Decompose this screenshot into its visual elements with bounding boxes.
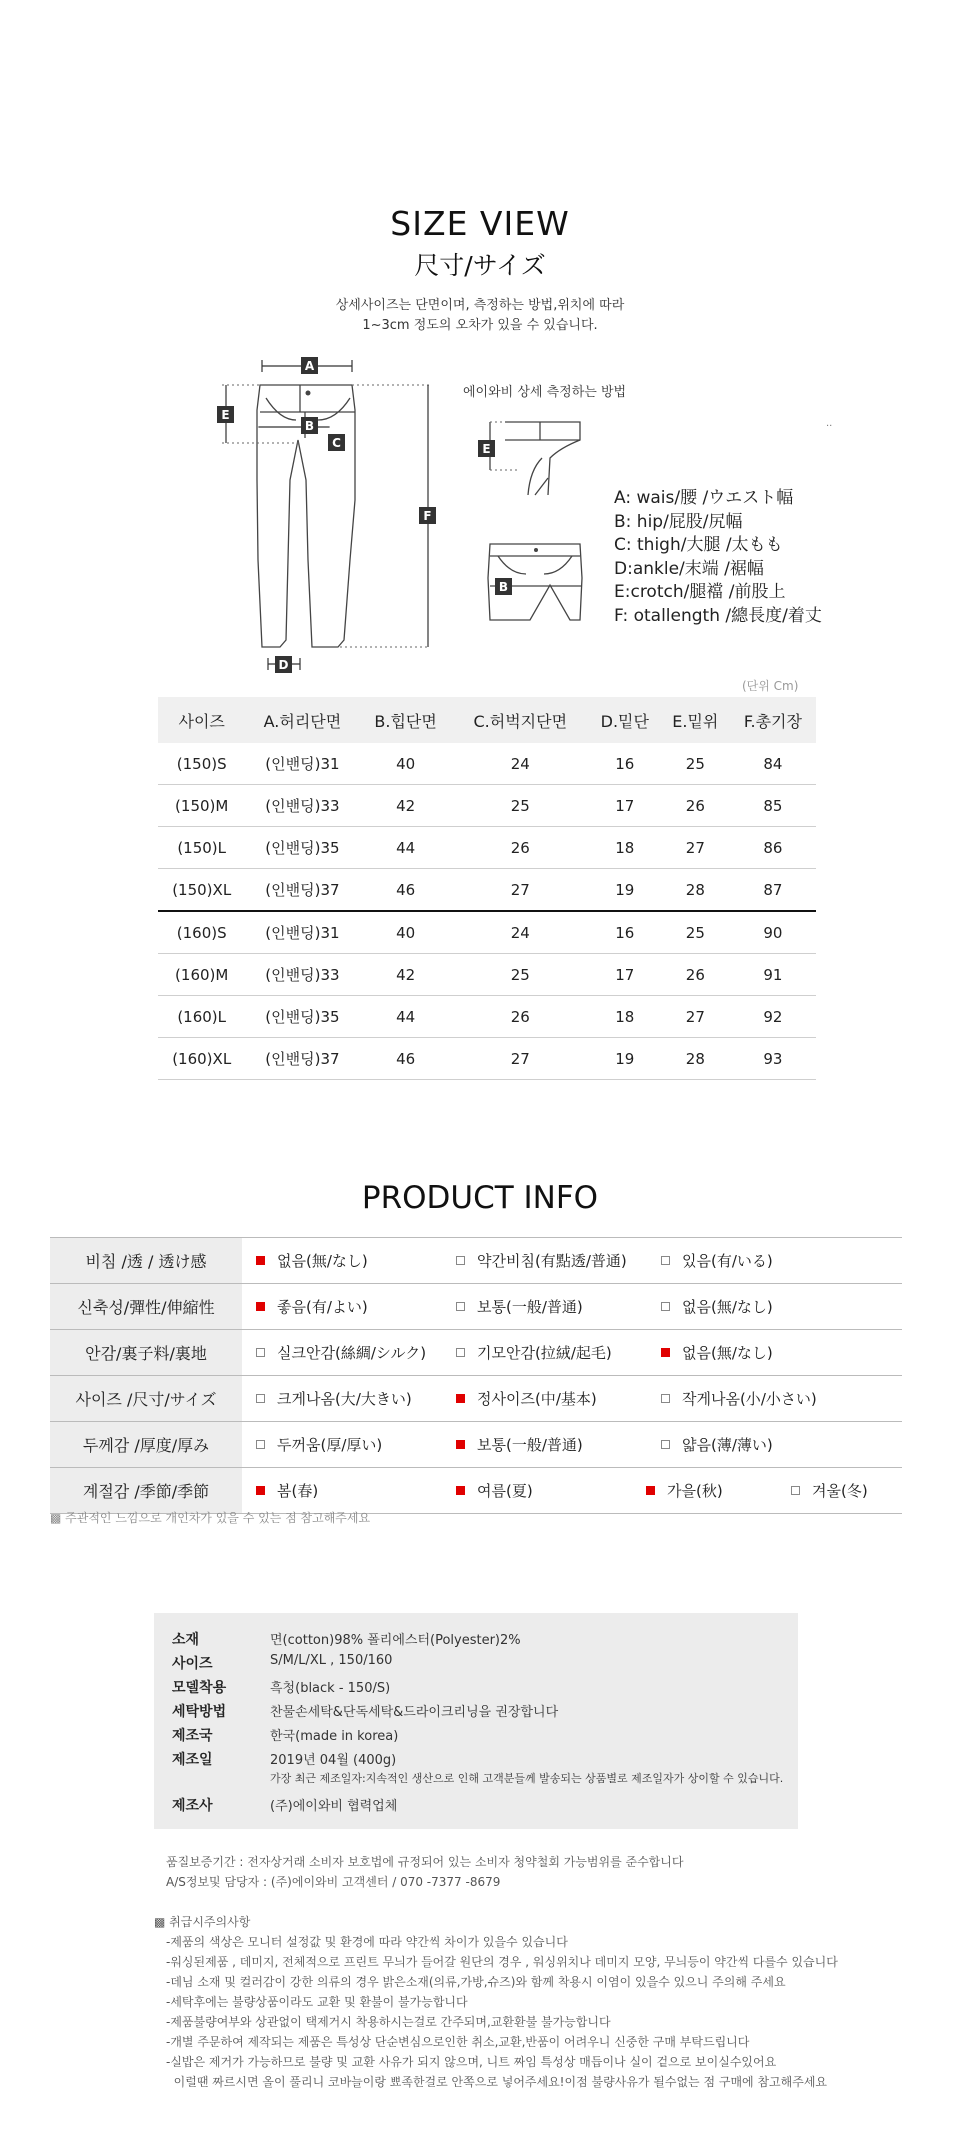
table-cell: 92 — [730, 996, 816, 1038]
label-e: E — [221, 408, 230, 422]
checked-box-icon — [456, 1486, 465, 1495]
table-cell: 26 — [661, 954, 730, 996]
table-cell: 25 — [661, 743, 730, 785]
product-info-options — [242, 1376, 902, 1422]
option-checkbox — [661, 1342, 901, 1363]
spec-date-note: 가장 최근 제조일자:지속적인 생산으로 인해 고객분들께 발송되는 상품별로 제조일자가 상이할 수 있습니다. — [270, 1772, 784, 1785]
option-label: 봄(春) — [277, 1482, 319, 1500]
product-info-label: 안감/裏子料/裏地 — [50, 1330, 242, 1376]
product-info-options — [242, 1330, 902, 1376]
table-cell: 87 — [730, 869, 816, 912]
product-info-label: 비침 /透 / 透け感 — [50, 1238, 242, 1284]
table-cell: 26 — [452, 827, 589, 869]
col-header: 사이즈 — [158, 697, 245, 743]
option-checkbox — [661, 1388, 901, 1409]
spec-value: 찬물손세탁&단독세탁&드라이크리닝을 권장합니다 — [270, 1705, 559, 1720]
table-cell: 28 — [661, 869, 730, 912]
product-info-row — [50, 1330, 902, 1376]
product-info-label: 두께감 /厚度/厚み — [50, 1422, 242, 1468]
as-info-line: A/S정보및 담당자 : (주)에이와비 고객센터 / 070 -7377 -8679 — [166, 1875, 501, 1889]
care-line: -세탁후에는 불량상품이라도 교환 및 환불이 불가능합니다 — [166, 1995, 468, 2009]
spec-value: 2019년 04월 (400g) — [270, 1753, 397, 1768]
product-info-title: PRODUCT INFO — [361, 1180, 599, 1216]
option-checkbox — [256, 1342, 456, 1363]
product-info-row — [50, 1422, 902, 1468]
table-cell: 84 — [730, 743, 816, 785]
table-cell: (인밴딩)33 — [245, 785, 359, 827]
product-info-label: 사이즈 /尺寸/サイズ — [50, 1376, 242, 1422]
table-cell: (160)S — [158, 911, 245, 954]
care-title: ▩ 취급시주의사항 — [154, 1915, 251, 1929]
table-row — [158, 869, 816, 912]
option-checkbox — [456, 1342, 661, 1363]
table-cell: (인밴딩)33 — [245, 954, 359, 996]
table-row — [158, 954, 816, 996]
table-row — [158, 827, 816, 869]
option-label: 보통(一般/普通) — [477, 1436, 583, 1454]
option-checkbox — [661, 1434, 901, 1455]
table-cell: 18 — [589, 827, 661, 869]
unchecked-box-icon — [661, 1394, 670, 1403]
table-cell: 42 — [359, 954, 451, 996]
unchecked-box-icon — [456, 1302, 465, 1311]
table-cell: 40 — [359, 911, 451, 954]
table-cell: 16 — [589, 743, 661, 785]
col-header: B.힙단면 — [359, 697, 451, 743]
table-cell: 26 — [661, 785, 730, 827]
label-c: C — [332, 436, 341, 450]
table-cell: 24 — [452, 743, 589, 785]
option-checkbox — [256, 1480, 456, 1501]
option-label: 좋음(有/よい) — [277, 1298, 368, 1316]
product-info-table — [50, 1237, 902, 1514]
spec-key: 세탁방법 — [172, 1704, 227, 1720]
product-info-options — [242, 1422, 902, 1468]
spec-value: 흑청(black - 150/S) — [270, 1681, 391, 1696]
table-cell: 86 — [730, 827, 816, 869]
product-info-row — [50, 1376, 902, 1422]
legend-item: C: thigh/大腿 /太もも — [614, 535, 783, 555]
option-checkbox — [456, 1434, 661, 1455]
care-line: -워싱된제품 , 데미지, 전체적으로 프린트 무늬가 들어갈 원단의 경우 , 워싱위치나 데미지 모양, 무늬등이 약간씩 다를수 있습니다 — [166, 1955, 838, 1969]
spec-value: 면(cotton)98% 폴리에스터(Polyester)2% — [270, 1633, 521, 1648]
option-checkbox — [456, 1250, 661, 1271]
table-row — [158, 743, 816, 785]
legend-item: E:crotch/腿襠 /前股上 — [614, 582, 786, 602]
option-label: 작게나옴(小/小さい) — [682, 1390, 817, 1408]
col-header: E.밑위 — [661, 697, 730, 743]
care-line: -제품불량여부와 상관없이 택제거시 착용하시는걸로 간주되며,교환환불 불가능합니다 — [166, 2015, 611, 2029]
table-cell: 27 — [661, 827, 730, 869]
unchecked-box-icon — [256, 1394, 265, 1403]
table-cell: 91 — [730, 954, 816, 996]
option-label: 약간비침(有點透/普通) — [477, 1252, 627, 1270]
spec-key: 모델착용 — [172, 1680, 227, 1696]
dot-mark: .. — [826, 418, 833, 429]
checked-box-icon — [256, 1486, 265, 1495]
table-cell: (인밴딩)37 — [245, 869, 359, 912]
unchecked-box-icon — [456, 1256, 465, 1265]
option-label: 가을(秋) — [667, 1482, 723, 1500]
table-cell: 27 — [452, 1038, 589, 1080]
care-line: 이럴땐 짜르시면 올이 풀리니 코바늘이랑 뾰족한걸로 안쪽으로 넣어주세요!이점 불량사유가 될수없는 점 구매에 참고해주세요 — [166, 2075, 828, 2089]
label-b-detail: B — [498, 580, 509, 594]
table-cell: 19 — [589, 869, 661, 912]
table-cell: (인밴딩)31 — [245, 743, 359, 785]
option-label: 보통(一般/普通) — [477, 1298, 583, 1316]
product-info-row — [50, 1284, 902, 1330]
checked-box-icon — [456, 1440, 465, 1449]
table-cell: 93 — [730, 1038, 816, 1080]
option-checkbox — [456, 1296, 661, 1317]
col-header: C.허벅지단면 — [452, 697, 589, 743]
table-cell: (인밴딩)31 — [245, 911, 359, 954]
table-cell: 44 — [359, 827, 451, 869]
size-note-line-1: 상세사이즈는 단면이며, 측정하는 방법,위치에 따라 — [335, 298, 625, 313]
table-cell: 46 — [359, 1038, 451, 1080]
table-cell: 44 — [359, 996, 451, 1038]
option-label: 없음(無/なし) — [277, 1252, 368, 1270]
product-info-row — [50, 1238, 902, 1284]
spec-box — [154, 1613, 798, 1829]
option-checkbox — [256, 1250, 456, 1271]
legend-item: F: otallength /總長度/着丈 — [614, 605, 822, 626]
table-row — [158, 785, 816, 827]
option-checkbox — [456, 1480, 646, 1501]
unchecked-box-icon — [256, 1440, 265, 1449]
measurement-legend — [614, 487, 822, 628]
spec-key: 제조국 — [172, 1728, 213, 1744]
option-label: 얇음(薄/薄い) — [682, 1436, 773, 1454]
table-row — [158, 911, 816, 954]
table-cell: 25 — [452, 785, 589, 827]
table-cell: 16 — [589, 911, 661, 954]
label-b: B — [304, 419, 315, 433]
option-checkbox — [456, 1388, 661, 1409]
spec-value: S/M/L/XL , 150/160 — [270, 1653, 393, 1668]
table-cell: 28 — [661, 1038, 730, 1080]
product-info-row — [50, 1468, 902, 1514]
measure-method-title: 에이와비 상세 측정하는 방법 — [463, 385, 627, 400]
table-cell: 42 — [359, 785, 451, 827]
option-checkbox — [256, 1388, 456, 1409]
table-cell: 17 — [589, 954, 661, 996]
option-checkbox — [661, 1250, 901, 1271]
unchecked-box-icon — [661, 1302, 670, 1311]
label-d: D — [278, 658, 289, 672]
option-checkbox — [791, 1480, 868, 1501]
label-e-detail: E — [482, 442, 491, 456]
option-checkbox — [661, 1296, 901, 1317]
option-checkbox — [646, 1480, 791, 1501]
label-f: F — [423, 509, 432, 523]
option-label: 실크안감(絲綢/シルク) — [277, 1344, 427, 1362]
spec-value: 한국(made in korea) — [270, 1729, 399, 1744]
size-view-subtitle: 尺寸/サイズ — [414, 251, 546, 280]
care-line: -제품의 색상은 모니터 설정값 및 환경에 따라 약간씩 차이가 있을수 있습니다 — [166, 1935, 568, 1949]
table-cell: (160)L — [158, 996, 245, 1038]
table-cell: (150)L — [158, 827, 245, 869]
table-cell: 24 — [452, 911, 589, 954]
col-header: F.총기장 — [730, 697, 816, 743]
product-info-label: 신축성/彈性/伸縮性 — [50, 1284, 242, 1330]
option-label: 있음(有/いる) — [682, 1252, 773, 1270]
table-cell: 85 — [730, 785, 816, 827]
checked-box-icon — [456, 1394, 465, 1403]
checked-box-icon — [256, 1302, 265, 1311]
checked-box-icon — [646, 1486, 655, 1495]
table-cell: 25 — [661, 911, 730, 954]
table-cell: (150)M — [158, 785, 245, 827]
care-line: -실밥은 제거가 가능하므로 불량 및 교환 사유가 되지 않으며, 니트 짜임 특성상 매듭이나 실이 겉으로 보이실수있어요 — [166, 2055, 777, 2069]
spec-value: (주)에이와비 협력업체 — [270, 1799, 398, 1814]
table-cell: (인밴딩)35 — [245, 996, 359, 1038]
col-header: A.허리단면 — [245, 697, 359, 743]
table-cell: 18 — [589, 996, 661, 1038]
legend-item: B: hip/屁股/尻幅 — [614, 511, 743, 532]
table-cell: (160)XL — [158, 1038, 245, 1080]
table-cell: 27 — [661, 996, 730, 1038]
product-info-label: 계절감 /季節/季節 — [50, 1468, 242, 1514]
size-table — [158, 697, 816, 1080]
checked-box-icon — [661, 1348, 670, 1357]
unchecked-box-icon — [661, 1440, 670, 1449]
option-label: 크게나옴(大/大きい) — [277, 1390, 412, 1408]
unit-label: (단위 Cm) — [742, 679, 799, 693]
spec-key: 사이즈 — [172, 1656, 213, 1672]
spec-key: 소재 — [172, 1632, 200, 1648]
table-cell: 19 — [589, 1038, 661, 1080]
option-label: 정사이즈(中/基本) — [477, 1390, 597, 1408]
unchecked-box-icon — [791, 1486, 800, 1495]
table-cell: 46 — [359, 869, 451, 912]
option-label: 없음(無/なし) — [682, 1298, 773, 1316]
table-row — [158, 996, 816, 1038]
option-label: 겨울(冬) — [812, 1482, 868, 1500]
warranty-line: 품질보증기간 : 전자상거래 소비자 보호법에 규정되어 있는 소비자 청약철회 가능범위를 준수합니다 — [166, 1855, 684, 1869]
table-cell: (160)M — [158, 954, 245, 996]
col-header: D.밑단 — [589, 697, 661, 743]
table-cell: (150)S — [158, 743, 245, 785]
unchecked-box-icon — [661, 1256, 670, 1265]
table-cell: 17 — [589, 785, 661, 827]
table-cell: (150)XL — [158, 869, 245, 912]
product-info-note: ▩ 주관적인 느낌으로 개인차가 있을 수 있는 점 참고해주세요 — [50, 1511, 371, 1525]
size-view-title: SIZE VIEW — [390, 204, 570, 243]
checked-box-icon — [256, 1256, 265, 1265]
care-line: -데님 소재 및 컬러감이 강한 의류의 경우 밝은소재(의류,가방,슈즈)와 함께 착용시 이염이 있을수 있으니 주의해 주세요 — [166, 1975, 786, 1989]
product-info-options — [242, 1238, 902, 1284]
option-label: 없음(無/なし) — [682, 1344, 773, 1362]
unchecked-box-icon — [256, 1348, 265, 1357]
size-note — [0, 296, 960, 336]
table-row — [158, 1038, 816, 1080]
care-line: -개별 주문하여 제작되는 제품은 특성상 단순변심으로인한 취소,교환,반품이 어려우니 신중한 구매 부탁드립니다 — [166, 2035, 750, 2049]
spec-key: 제조사 — [172, 1798, 213, 1814]
unchecked-box-icon — [456, 1348, 465, 1357]
table-cell: 90 — [730, 911, 816, 954]
legend-item: D:ankle/末端 /裾幅 — [614, 558, 764, 579]
table-cell: 27 — [452, 869, 589, 912]
legend-item: A: wais/腰 /ウエスト幅 — [614, 488, 794, 508]
table-cell: 25 — [452, 954, 589, 996]
spec-key: 제조일 — [172, 1752, 213, 1768]
option-label: 기모안감(拉絨/起毛) — [477, 1344, 612, 1362]
size-table-header — [158, 697, 816, 743]
option-checkbox — [256, 1296, 456, 1317]
option-label: 두꺼움(厚/厚い) — [277, 1436, 383, 1454]
table-cell: 26 — [452, 996, 589, 1038]
table-cell: (인밴딩)37 — [245, 1038, 359, 1080]
product-info-options — [242, 1468, 902, 1514]
table-cell: (인밴딩)35 — [245, 827, 359, 869]
table-cell: 40 — [359, 743, 451, 785]
size-note-line-2: 1~3cm 정도의 오차가 있을 수 있습니다. — [362, 318, 598, 333]
label-a: A — [304, 359, 315, 373]
product-info-options — [242, 1284, 902, 1330]
option-checkbox — [256, 1434, 456, 1455]
option-label: 여름(夏) — [477, 1482, 533, 1500]
